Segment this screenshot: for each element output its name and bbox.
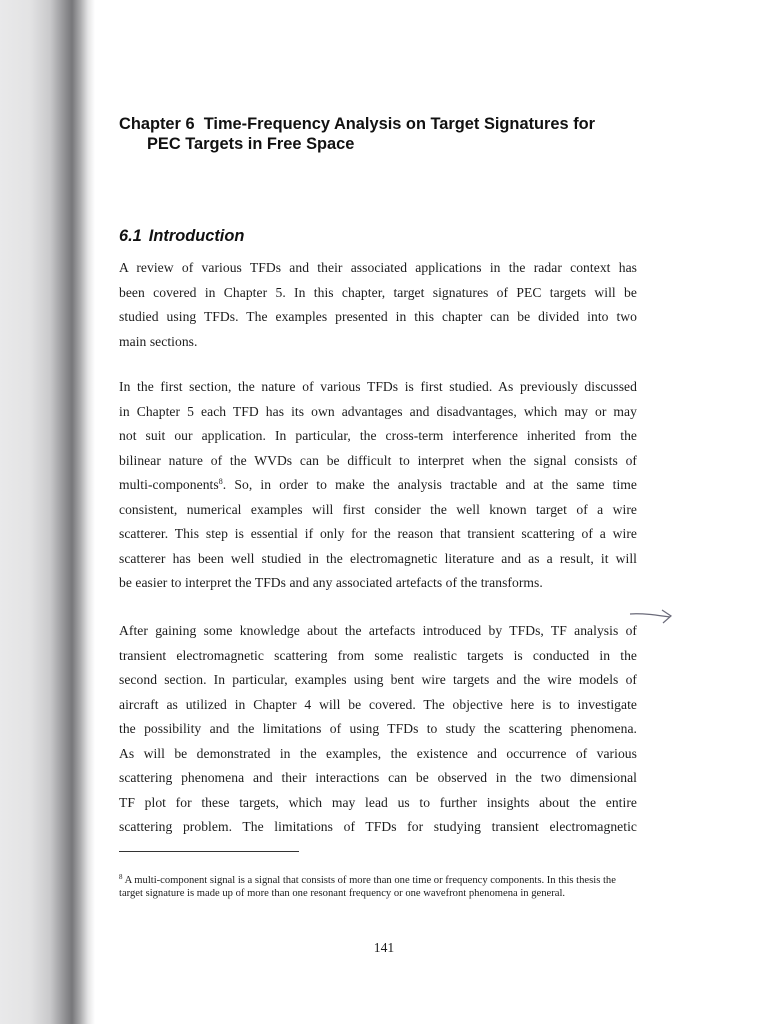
- paragraph-line: transient electromagnetic scattering from some realistic targets is conducted in the: [119, 647, 637, 663]
- paragraph-3: [119, 619, 637, 840]
- paragraph-line: scatterer has been well studied in the electromagnetic literature and as a result, it will: [119, 550, 637, 566]
- paragraph-1: [119, 256, 637, 354]
- paragraph-line: second section. In particular, examples using bent wire targets and the wire models of: [119, 672, 637, 687]
- paragraph-line: studied using TFDs. The examples presented in this chapter can be divided into two: [119, 309, 637, 324]
- paragraph-line: After gaining some knowledge about the artefacts introduced by TFDs, TF analysis of: [119, 623, 637, 638]
- paragraph-line: scattering problem. The limitations of TFDs for studying transient electromagnetic: [119, 819, 637, 834]
- paragraph-line: In the first section, the nature of various TFDs is first studied. As previously discussed: [119, 379, 637, 394]
- section-number: 6.1: [119, 227, 142, 245]
- footnote-ref: 8: [218, 477, 223, 486]
- paragraph-line-rest: . So, in order to make the analysis tractable and at the same time: [222, 477, 637, 492]
- footnote-marker: 8: [119, 873, 123, 881]
- paragraph-line: in Chapter 5 each TFD has its own advantages and disadvantages, which may or may: [119, 403, 637, 419]
- paragraph-line: scattering phenomena and their interactions can be observed in the two dimensional: [119, 770, 637, 785]
- paragraph-line: TF plot for these targets, which may lead us to further insights about the entire: [119, 794, 637, 810]
- paragraph-line: not suit our application. In particular, the cross-term interference inherited from the: [119, 428, 637, 443]
- chapter-title-line2: PEC Targets in Free Space: [147, 135, 355, 153]
- footnote-divider: [119, 851, 299, 852]
- paragraph-line: As will be demonstrated in the examples, the existence and occurrence of various: [119, 745, 637, 761]
- section-title: Introduction: [148, 227, 245, 245]
- footnote-text: A multi-component signal is a signal that consists of more than one time or frequency components. In this thesis the target signature is made up of more than one resonant frequency or one wavefront phenomena in general.: [119, 875, 616, 899]
- chapter-title-line1: Chapter 6 Time-Frequency Analysis on Target Signatures for: [119, 115, 596, 133]
- page-number: 141: [373, 940, 395, 955]
- chapter-title: [119, 114, 659, 154]
- paragraph-line: the possibility and the limitations of using TFDs to study the scattering phenomena.: [119, 721, 637, 736]
- paragraph-line: bilinear nature of the WVDs can be difficult to interpret when the signal consists of: [119, 452, 637, 468]
- paragraph-line: aircraft as utilized in Chapter 4 will be covered. The objective here is to investigate: [119, 696, 637, 712]
- paragraph-line: consistent, numerical examples will first consider the well known target of a wire: [119, 501, 637, 517]
- paragraph-line: be easier to interpret the TFDs and any associated artefacts of the transforms.: [119, 575, 543, 590]
- scan-binding-shadow: [0, 0, 95, 1024]
- paragraph-line: been covered in Chapter 5. In this chapter, target signatures of PEC targets will be: [119, 284, 637, 300]
- paragraph-line: scatterer. This step is essential if only for the reason that transient scattering of a wire: [119, 526, 637, 541]
- multi-components-text: multi-components: [119, 477, 219, 492]
- paragraph-line: [119, 473, 637, 498]
- paragraph-2: [119, 375, 637, 596]
- paragraph-line: main sections.: [119, 333, 198, 349]
- section-heading: [119, 227, 244, 246]
- paragraph-line: A review of various TFDs and their associated applications in the radar context has: [119, 260, 637, 275]
- footnote: [119, 875, 631, 900]
